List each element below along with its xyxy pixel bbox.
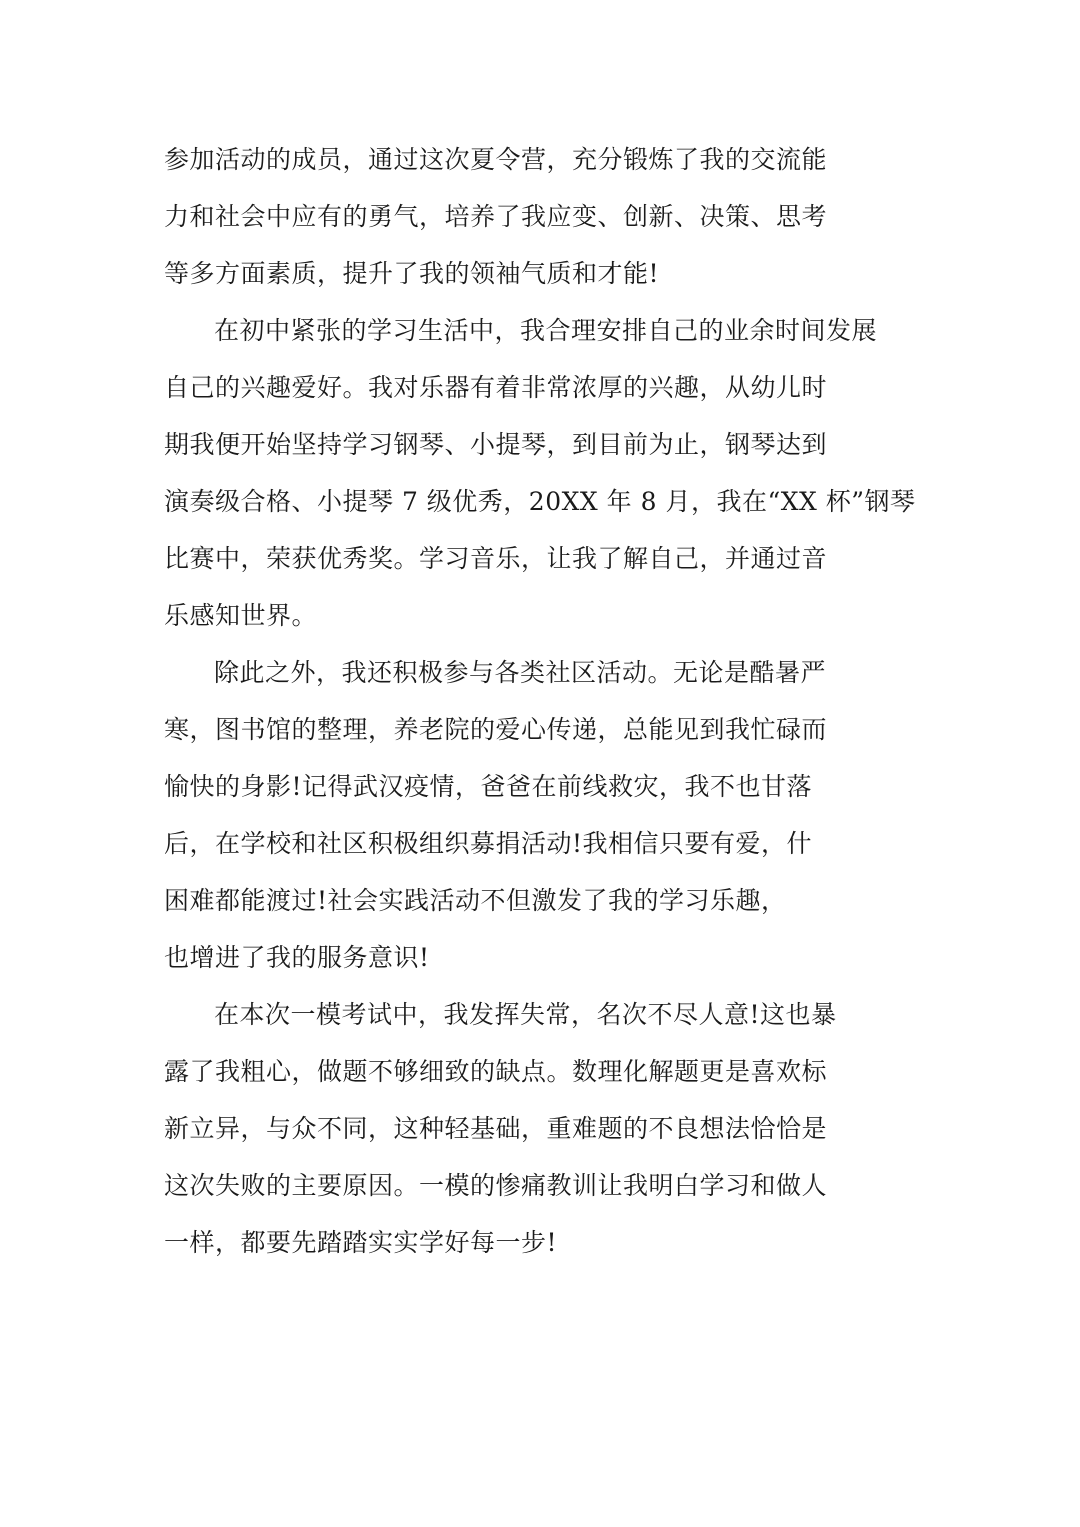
text-line: 这次失败的主要原因。一模的惨痛教训让我明白学习和做人 [164, 1171, 828, 1200]
text-line: 新立异，与众不同，这种轻基础，重难题的不良想法恰恰是 [164, 1114, 828, 1143]
text-line: 在初中紧张的学习生活中，我合理安排自己的业余时间发展 [214, 316, 878, 345]
text-line: 乐感知世界。 [164, 601, 318, 630]
paragraph-2 [164, 302, 924, 644]
text-line: 期我便开始坚持学习钢琴、小提琴，到目前为止，钢琴达到 [164, 430, 828, 459]
text-line: 露了我粗心，做题不够细致的缺点。数理化解题更是喜欢标 [164, 1057, 828, 1086]
text-line: 比赛中，荣获优秀奖。学习音乐，让我了解自己，并通过音 [164, 544, 828, 573]
text-line: 也增进了我的服务意识! [164, 943, 430, 972]
document-body [164, 131, 924, 1271]
paragraph-4 [164, 986, 924, 1271]
text-line: 等多方面素质，提升了我的领袖气质和才能! [164, 259, 660, 288]
text-line: 自己的兴趣爱好。我对乐器有着非常浓厚的兴趣，从幼儿时 [164, 373, 828, 402]
paragraph-1 [164, 131, 924, 302]
text-line: 在本次一模考试中，我发挥失常，名次不尽人意!这也暴 [214, 1000, 837, 1029]
paragraph-3 [164, 644, 924, 986]
text-line: 一样，都要先踏踏实实学好每一步! [164, 1228, 558, 1257]
text-line: 困难都能渡过!社会实践活动不但激发了我的学习乐趣， [164, 886, 787, 915]
text-line: 寒，图书馆的整理，养老院的爱心传递，总能见到我忙碌而 [164, 715, 828, 744]
text-line: 参加活动的成员，通过这次夏令营，充分锻炼了我的交流能 [164, 145, 828, 174]
text-line: 力和社会中应有的勇气，培养了我应变、创新、决策、思考 [164, 202, 828, 231]
text-line: 除此之外，我还积极参与各类社区活动。无论是酷暑严 [214, 658, 827, 687]
text-line: 愉快的身影!记得武汉疫情，爸爸在前线救灾，我不也甘落 [164, 772, 813, 801]
text-line: 后，在学校和社区积极组织募捐活动!我相信只要有爱，什 [164, 829, 813, 858]
text-line: 演奏级合格、小提琴 7 级优秀，20XX 年 8 月，我在“XX 杯”钢琴 [164, 487, 916, 516]
